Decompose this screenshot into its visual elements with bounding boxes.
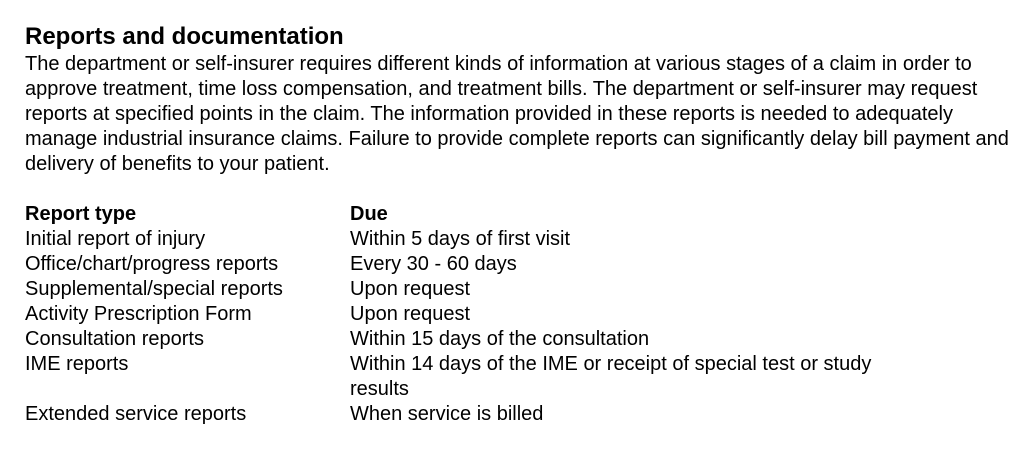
report-schedule-table <box>25 202 890 427</box>
report-type-cell: Consultation reports <box>25 328 204 350</box>
due-cell: Upon request <box>350 278 471 300</box>
due-cell: Within 15 days of the consultation <box>350 328 650 350</box>
due-cell: Within 14 days of the IME or receipt of special test or study results <box>350 353 872 400</box>
table-row <box>25 327 890 352</box>
report-type-cell: Initial report of injury <box>25 228 206 250</box>
table-row <box>25 277 890 302</box>
intro-paragraph: The department or self-insurer requires different kinds of information at various stages of a claim in order to approve treatment, time loss compensation, and treatment bills. The department or self-insurer may request reports at specified points in the claim. The information provided in these reports is needed to adequately manage industrial insurance claims. Failure to provide complete reports can significantly delay bill payment and delivery of benefits to your patient. <box>25 53 1009 175</box>
section-title: Reports and documentation <box>25 23 344 50</box>
table-row <box>25 402 890 427</box>
report-type-cell: Extended service reports <box>25 403 247 425</box>
report-type-cell: IME reports <box>25 353 129 375</box>
report-type-cell: Activity Prescription Form <box>25 303 252 325</box>
due-cell: When service is billed <box>350 403 544 425</box>
table-row <box>25 227 890 252</box>
due-cell: Within 5 days of first visit <box>350 228 571 250</box>
report-type-cell: Office/chart/progress reports <box>25 253 279 275</box>
header-due: Due <box>350 203 388 225</box>
table-row <box>25 302 890 327</box>
due-cell: Upon request <box>350 303 471 325</box>
table-row <box>25 252 890 277</box>
report-type-cell: Supplemental/special reports <box>25 278 283 300</box>
table-header-row <box>25 202 890 227</box>
due-cell: Every 30 - 60 days <box>350 253 517 275</box>
document-page <box>25 22 1010 425</box>
header-report-type: Report type <box>25 203 137 225</box>
table-row <box>25 352 890 402</box>
